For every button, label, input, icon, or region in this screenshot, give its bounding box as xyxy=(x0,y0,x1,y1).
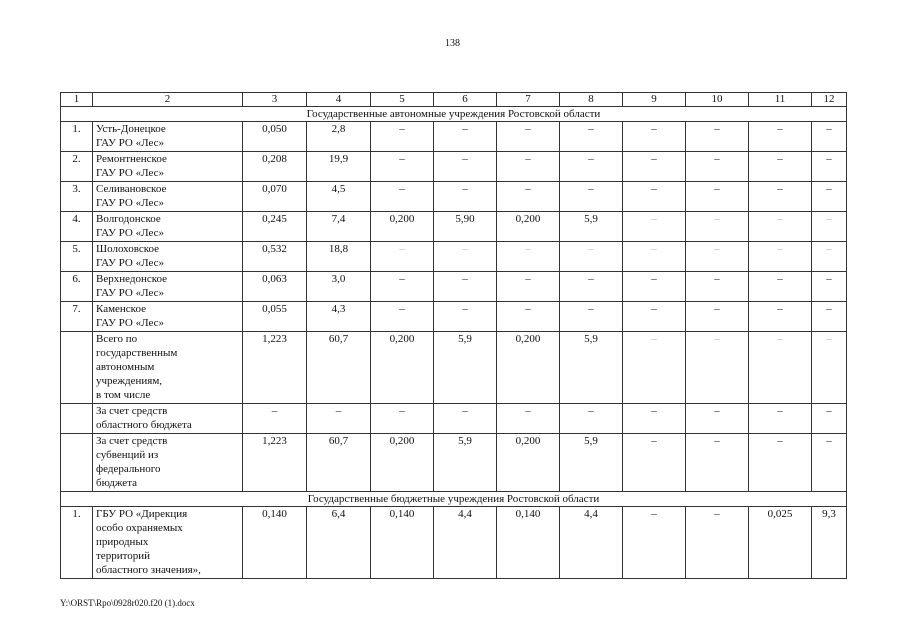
cell-value: 5,90 xyxy=(434,212,497,242)
column-header: 4 xyxy=(307,93,371,107)
cell-value: 0,208 xyxy=(243,152,307,182)
row-name xyxy=(93,332,243,404)
cell-value: 0,532 xyxy=(243,242,307,272)
cell-value: – xyxy=(749,434,812,492)
cell-value: – xyxy=(812,212,847,242)
cell-value: – xyxy=(812,152,847,182)
cell-value: – xyxy=(686,332,749,404)
cell-value: – xyxy=(371,404,434,434)
cell-value: 6,4 xyxy=(307,507,371,579)
column-header: 6 xyxy=(434,93,497,107)
cell-value: – xyxy=(812,272,847,302)
cell-value: 0,025 xyxy=(749,507,812,579)
cell-value: – xyxy=(686,272,749,302)
cell-value: 18,8 xyxy=(307,242,371,272)
cell-value: – xyxy=(623,242,686,272)
table-row xyxy=(61,212,847,242)
cell-value: 0,200 xyxy=(371,332,434,404)
cell-value: 0,140 xyxy=(243,507,307,579)
cell-value: – xyxy=(749,242,812,272)
row-number xyxy=(61,404,93,434)
row-name-line: областного значения», xyxy=(96,564,201,576)
cell-value: 4,4 xyxy=(434,507,497,579)
row-name-line: учреждениям, xyxy=(96,375,163,387)
cell-value: – xyxy=(812,434,847,492)
row-number: 5. xyxy=(61,242,93,272)
cell-value: – xyxy=(623,332,686,404)
section-title: Государственные бюджетные учреждения Ростовской области xyxy=(61,492,847,507)
row-number: 6. xyxy=(61,272,93,302)
row-number: 3. xyxy=(61,182,93,212)
cell-value: – xyxy=(749,404,812,434)
row-name xyxy=(93,302,243,332)
cell-value: – xyxy=(434,272,497,302)
cell-value: 5,9 xyxy=(560,332,623,404)
cell-value: – xyxy=(560,302,623,332)
cell-value: – xyxy=(623,212,686,242)
row-name-line: Селивановское xyxy=(96,183,167,195)
cell-value: – xyxy=(371,272,434,302)
cell-value: 0,070 xyxy=(243,182,307,212)
cell-value: 0,200 xyxy=(497,212,560,242)
row-number: 4. xyxy=(61,212,93,242)
cell-value: – xyxy=(434,242,497,272)
row-name-line: ГАУ РО «Лес» xyxy=(96,227,165,239)
cell-value: – xyxy=(623,404,686,434)
row-name-line: субвенций из xyxy=(96,449,159,461)
cell-value: – xyxy=(560,182,623,212)
column-header: 5 xyxy=(371,93,434,107)
cell-value: – xyxy=(371,242,434,272)
cell-value: 9,3 xyxy=(812,507,847,579)
row-name-line: областного бюджета xyxy=(96,419,192,431)
cell-value: – xyxy=(497,122,560,152)
column-header-row xyxy=(61,93,847,107)
cell-value: – xyxy=(560,272,623,302)
cell-value: 0,140 xyxy=(371,507,434,579)
cell-value: – xyxy=(686,122,749,152)
cell-value: – xyxy=(560,404,623,434)
cell-value: – xyxy=(560,242,623,272)
column-header: 7 xyxy=(497,93,560,107)
row-name-line: Верхнедонское xyxy=(96,273,168,285)
cell-value: – xyxy=(497,272,560,302)
row-name-line: За счет средств xyxy=(96,435,168,447)
row-name-line: Волгодонское xyxy=(96,213,161,225)
table-row xyxy=(61,507,847,579)
cell-value: – xyxy=(623,122,686,152)
column-header: 3 xyxy=(243,93,307,107)
table-row xyxy=(61,404,847,434)
cell-value: – xyxy=(434,152,497,182)
cell-value: – xyxy=(749,302,812,332)
row-name-line: автономным xyxy=(96,361,155,373)
table-row xyxy=(61,152,847,182)
cell-value: 7,4 xyxy=(307,212,371,242)
cell-value: 19,9 xyxy=(307,152,371,182)
section-title: Государственные автономные учреждения Ростовской области xyxy=(61,107,847,122)
row-name-line: ГАУ РО «Лес» xyxy=(96,167,165,179)
cell-value: 4,4 xyxy=(560,507,623,579)
cell-value: – xyxy=(812,182,847,212)
table-row xyxy=(61,182,847,212)
cell-value: 0,055 xyxy=(243,302,307,332)
column-header: 2 xyxy=(93,93,243,107)
cell-value: – xyxy=(686,507,749,579)
cell-value: – xyxy=(686,302,749,332)
row-name-line: ГАУ РО «Лес» xyxy=(96,317,165,329)
cell-value: 5,9 xyxy=(560,212,623,242)
row-name xyxy=(93,404,243,434)
cell-value: 5,9 xyxy=(434,332,497,404)
cell-value: – xyxy=(434,122,497,152)
cell-value: – xyxy=(749,182,812,212)
row-name-line: ГАУ РО «Лес» xyxy=(96,137,165,149)
table-row xyxy=(61,242,847,272)
cell-value: – xyxy=(812,122,847,152)
cell-value: – xyxy=(812,242,847,272)
cell-value: – xyxy=(307,404,371,434)
cell-value: 0,245 xyxy=(243,212,307,242)
cell-value: 0,050 xyxy=(243,122,307,152)
row-name xyxy=(93,212,243,242)
column-header: 10 xyxy=(686,93,749,107)
cell-value: 0,200 xyxy=(371,212,434,242)
column-header: 8 xyxy=(560,93,623,107)
row-name-line: Каменское xyxy=(96,303,146,315)
cell-value: – xyxy=(623,434,686,492)
row-name xyxy=(93,122,243,152)
cell-value: 1,223 xyxy=(243,332,307,404)
cell-value: – xyxy=(497,302,560,332)
row-name-line: ГБУ РО «Дирекция xyxy=(96,508,188,520)
row-number xyxy=(61,332,93,404)
cell-value: – xyxy=(623,272,686,302)
row-name-line: ГАУ РО «Лес» xyxy=(96,287,165,299)
cell-value: – xyxy=(686,182,749,212)
cell-value: – xyxy=(812,404,847,434)
cell-value: – xyxy=(686,434,749,492)
column-header: 9 xyxy=(623,93,686,107)
cell-value: – xyxy=(623,302,686,332)
row-number xyxy=(61,434,93,492)
row-name-line: ГАУ РО «Лес» xyxy=(96,257,165,269)
row-number: 2. xyxy=(61,152,93,182)
cell-value: 4,3 xyxy=(307,302,371,332)
cell-value: 0,200 xyxy=(371,434,434,492)
row-name-line: федерального xyxy=(96,463,161,475)
cell-value: 60,7 xyxy=(307,332,371,404)
cell-value: – xyxy=(623,507,686,579)
row-name xyxy=(93,434,243,492)
cell-value: 0,063 xyxy=(243,272,307,302)
cell-value: – xyxy=(623,182,686,212)
cell-value: – xyxy=(749,272,812,302)
row-name xyxy=(93,182,243,212)
row-number: 7. xyxy=(61,302,93,332)
cell-value: – xyxy=(371,302,434,332)
footer-file-path: Y:\ORST\Rpo\0928r020.f20 (1).docx xyxy=(60,598,195,608)
row-name-line: Усть-Донецкое xyxy=(96,123,166,135)
row-name-line: Всего по xyxy=(96,333,138,345)
table-row xyxy=(61,332,847,404)
column-header: 12 xyxy=(812,93,847,107)
cell-value: 0,200 xyxy=(497,332,560,404)
row-name xyxy=(93,152,243,182)
row-name-line: ГАУ РО «Лес» xyxy=(96,197,165,209)
table-row xyxy=(61,434,847,492)
row-name-line: особо охраняемых xyxy=(96,522,183,534)
cell-value: – xyxy=(686,212,749,242)
cell-value: – xyxy=(686,242,749,272)
cell-value: – xyxy=(434,302,497,332)
row-number: 1. xyxy=(61,122,93,152)
row-name-line: в том числе xyxy=(96,389,151,401)
row-name xyxy=(93,507,243,579)
cell-value: – xyxy=(560,152,623,182)
cell-value: – xyxy=(812,332,847,404)
row-name xyxy=(93,272,243,302)
cell-value: – xyxy=(371,152,434,182)
cell-value: – xyxy=(497,242,560,272)
page-number: 138 xyxy=(445,38,460,49)
cell-value: – xyxy=(749,122,812,152)
column-header: 11 xyxy=(749,93,812,107)
cell-value: – xyxy=(749,332,812,404)
section-header-row xyxy=(61,107,847,122)
cell-value: – xyxy=(686,404,749,434)
table-row xyxy=(61,302,847,332)
cell-value: 5,9 xyxy=(560,434,623,492)
cell-value: – xyxy=(812,302,847,332)
cell-value: – xyxy=(623,152,686,182)
table-row xyxy=(61,122,847,152)
section-header-row xyxy=(61,492,847,507)
row-name-line: государственным xyxy=(96,347,178,359)
cell-value: – xyxy=(243,404,307,434)
cell-value: – xyxy=(497,152,560,182)
column-header: 1 xyxy=(61,93,93,107)
cell-value: 1,223 xyxy=(243,434,307,492)
cell-value: 2,8 xyxy=(307,122,371,152)
cell-value: – xyxy=(749,152,812,182)
cell-value: 4,5 xyxy=(307,182,371,212)
cell-value: – xyxy=(434,182,497,212)
cell-value: 5,9 xyxy=(434,434,497,492)
cell-value: 0,200 xyxy=(497,434,560,492)
row-name-line: бюджета xyxy=(96,477,138,489)
cell-value: – xyxy=(749,212,812,242)
cell-value: 3,0 xyxy=(307,272,371,302)
cell-value: – xyxy=(434,404,497,434)
table-body xyxy=(61,93,847,579)
row-name-line: Шолоховское xyxy=(96,243,160,255)
row-name-line: территорий xyxy=(96,550,151,562)
row-number: 1. xyxy=(61,507,93,579)
cell-value: – xyxy=(371,122,434,152)
cell-value: 60,7 xyxy=(307,434,371,492)
cell-value: – xyxy=(560,122,623,152)
cell-value: – xyxy=(686,152,749,182)
cell-value: – xyxy=(371,182,434,212)
table-row xyxy=(61,272,847,302)
cell-value: 0,140 xyxy=(497,507,560,579)
row-name-line: Ремонтненское xyxy=(96,153,167,165)
cell-value: – xyxy=(497,404,560,434)
data-table xyxy=(60,92,847,579)
row-name xyxy=(93,242,243,272)
row-name-line: За счет средств xyxy=(96,405,168,417)
row-name-line: природных xyxy=(96,536,149,548)
cell-value: – xyxy=(497,182,560,212)
